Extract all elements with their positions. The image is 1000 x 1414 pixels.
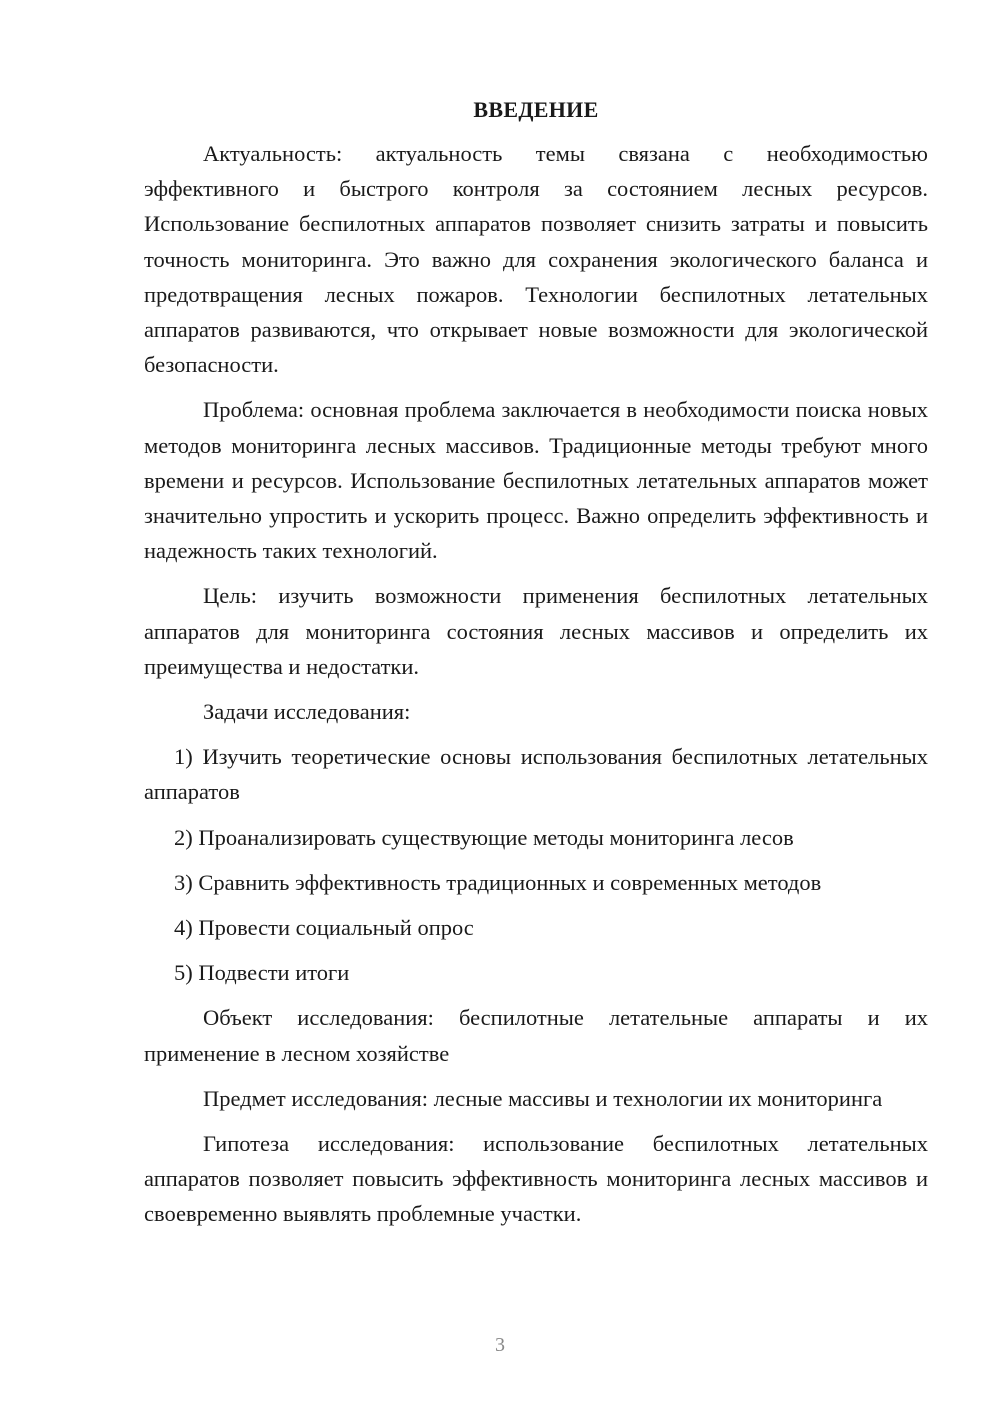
task-item-3: 3) Сравнить эффективность традиционных и современных методов (174, 869, 822, 895)
paragraph-hypothesis: Гипотеза исследования: использование беспилотных летательных аппаратов позволяет повысить эффективность мониторинга лесных массивов и своевременно выявлять проблемные участки. (144, 1131, 928, 1227)
paragraph-goal: Цель: изучить возможности применения беспилотных летательных аппаратов для мониторинга состояния лесных массивов и определить их преимущества и недостатки. (144, 583, 928, 679)
paragraph-relevance: Актуальность: актуальность темы связана с необходимостью эффективного и быстрого контроля за состоянием лесных ресурсов. Использование беспилотных аппаратов позволяет снизить затраты и повысить точность мониторинга. Это важно для сохранения экологического баланса и предотвращения лесных пожаров. Технологии беспилотных летательных аппаратов развиваются, что открывает новые возможности для экологической безопасности. (144, 141, 928, 378)
page-content (144, 92, 928, 1242)
task-item-5: 5) Подвести итоги (174, 960, 350, 986)
page-number: 3 (495, 1334, 505, 1356)
task-item-4: 4) Провести социальный опрос (174, 915, 474, 941)
paragraph-subject: Предмет исследования: лесные массивы и технологии их мониторинга (203, 1085, 883, 1111)
task-item-1: 1) Изучить теоретические основы использования беспилотных летательных аппаратов (144, 744, 928, 805)
tasks-heading: Задачи исследования: (203, 699, 411, 725)
task-item-2: 2) Проанализировать существующие методы мониторинга лесов (174, 824, 794, 850)
paragraph-object: Объект исследования: беспилотные летательные аппараты и их применение в лесном хозяйстве (144, 1005, 928, 1066)
section-title: ВВЕДЕНИЕ (473, 97, 599, 122)
paragraph-problem: Проблема: основная проблема заключается в необходимости поиска новых методов мониторинга лесных массивов. Традиционные методы требуют много времени и ресурсов. Использование беспилотных летательных аппаратов может значительно упростить и ускорить процесс. Важно определить эффективность и надежность таких технологий. (144, 397, 928, 564)
